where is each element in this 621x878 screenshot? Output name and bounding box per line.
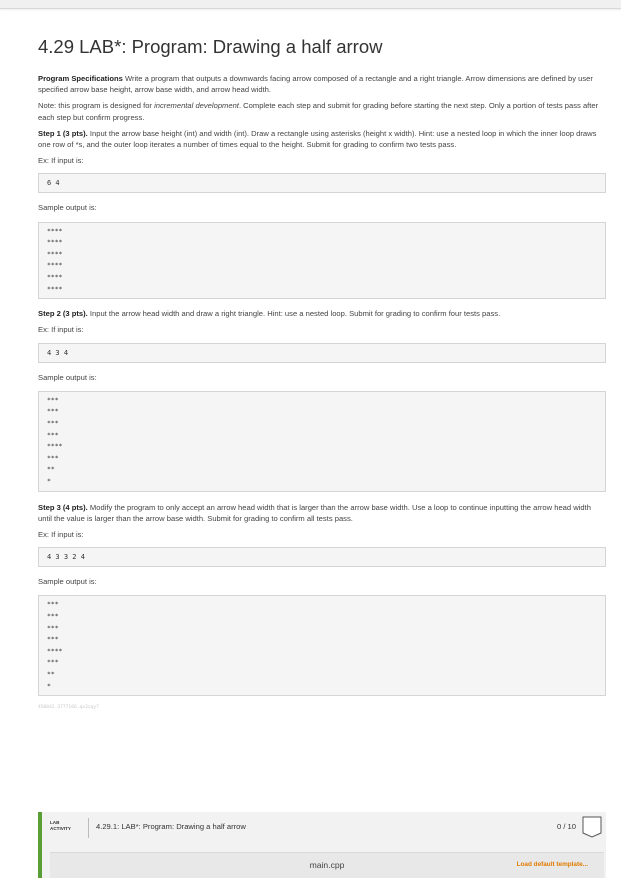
step3-sample-label: Sample output is: (38, 577, 97, 587)
page-title: 4.29 LAB*: Program: Drawing a half arrow (38, 36, 383, 57)
step3-label: Step 3 (4 pts). (38, 502, 88, 512)
output-line: *** (47, 418, 59, 427)
spec-heading: Program Specifications (38, 74, 123, 83)
step2-text: Input the arrow head width and draw a right triangle. Hint: use a nested loop. Submit for grading to confirm four tests pass. (87, 309, 501, 319)
file-name: main.cpp (309, 860, 345, 870)
badge-line-1: LAB (50, 820, 60, 825)
output-line: *** (47, 407, 59, 416)
step1-sample-label: Sample output is: (38, 203, 97, 213)
output-line: *** (47, 658, 59, 667)
output-line: *** (47, 430, 59, 439)
output-line: *** (47, 635, 59, 644)
output-line: **** (47, 284, 63, 293)
output-line: * (47, 681, 51, 690)
lab-activity-title: 4.29.1: LAB*: Program: Drawing a half arrow (96, 822, 246, 831)
step2-sample-label: Sample output is: (38, 372, 97, 382)
output-line: *** (47, 395, 59, 404)
output-line: **** (47, 238, 63, 247)
step1-input-example: 6 4 (38, 173, 606, 193)
step1-ex-label: Ex: If input is: (38, 156, 84, 166)
incremental-note (38, 100, 606, 122)
note-prefix: Note: this program is designed for (38, 101, 155, 111)
lab-score: 0 / 10 (557, 822, 576, 831)
output-line: **** (47, 249, 63, 258)
step1-text: Input the arrow base height (int) and width (int). Draw a rectangle using asterisks (height x width). Hint: use a nested loop in which the inner loop draws one row of *s, and the outer loop iterates a number of times equal to the height. Submit for grading to confirm two tests pass. (38, 128, 597, 150)
lab-activity-card (38, 812, 606, 878)
output-line: ** (47, 669, 55, 678)
step3-input-example: 4 3 3 2 4 (38, 547, 606, 567)
step2-input-example: 4 3 4 (38, 343, 606, 363)
step2-ex-label: Ex: If input is: (38, 325, 84, 335)
output-line: **** (47, 226, 63, 235)
top-bar (0, 0, 621, 9)
output-line: *** (47, 453, 59, 462)
output-line: *** (47, 600, 59, 609)
completion-flag-icon (582, 816, 602, 838)
activity-id: 450842.3777166.qx3zqy7 (38, 705, 99, 711)
output-line: * (47, 476, 51, 485)
spec-text: Write a program that outputs a downwards facing arrow composed of a rectangle and a right triangle. Arrow dimensions are defined by user specified arrow base height, arrow base width, and arrow head width. (38, 74, 593, 95)
step2-output-example (38, 391, 606, 492)
badge-line-2: ACTIVITY (50, 826, 71, 831)
output-line: *** (47, 611, 59, 620)
note-emphasis: incremental development (154, 101, 239, 111)
step1-description (38, 128, 606, 150)
output-line: **** (47, 261, 63, 270)
step2-label: Step 2 (3 pts). (38, 309, 88, 319)
step3-description (38, 502, 606, 524)
step3-text: Modify the program to only accept an arrow head width that is larger than the arrow base width. Use a loop to continue inputting the arrow head width until the value is larger than the arrow base width. Submit for grading to confirm all tests pass. (38, 502, 591, 523)
output-line: **** (47, 646, 63, 655)
badge-divider (88, 818, 89, 838)
lab-page (38, 9, 606, 710)
step1-output-example (38, 222, 606, 300)
lab-activity-badge (50, 820, 84, 832)
step1-label: Step 1 (3 pts). (38, 128, 88, 138)
output-line: *** (47, 623, 59, 632)
step2-description (38, 308, 606, 319)
step3-output-example (38, 595, 606, 696)
output-line: **** (47, 442, 63, 451)
step3-ex-label: Ex: If input is: (38, 529, 84, 539)
program-specifications (38, 73, 606, 95)
load-default-template-link[interactable]: Load default template... (516, 861, 588, 868)
output-line: **** (47, 273, 63, 281)
output-line: ** (47, 465, 55, 474)
editor-toolbar (50, 852, 604, 878)
note-suffix: . Complete each step and submit for grading before starting the next step. Only a portion of tests pass after each step but confirm progress. (38, 101, 599, 122)
